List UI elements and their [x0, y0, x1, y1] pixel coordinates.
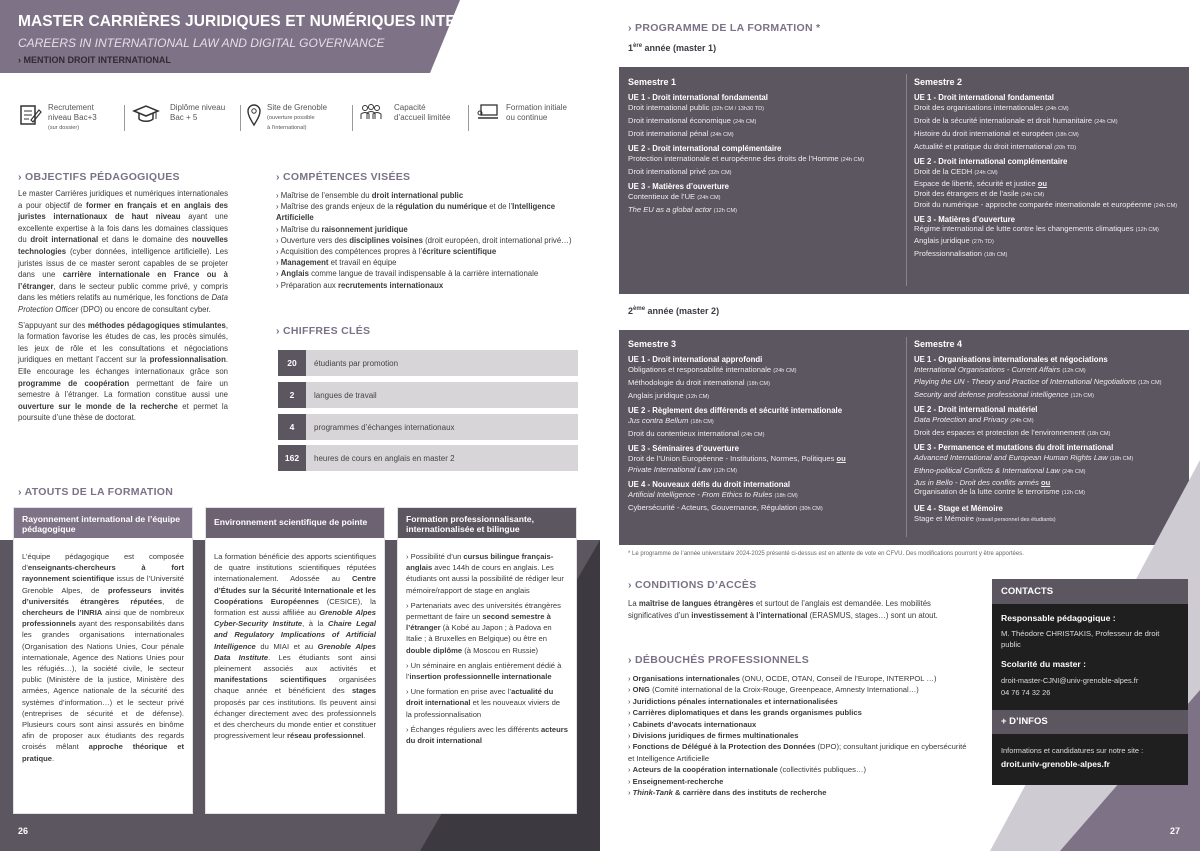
info-site — [247, 103, 327, 133]
stat-label: étudiants par promotion — [314, 358, 399, 368]
atout-text: L’équipe pédagogique est composée d’enseignants-chercheurs à fort rayonnement scientifique issus de l’Université Grenoble Alpes, de professeurs invités d’universités étrangères réputées, de chercheurs de l’INRIA ainsi que de nombreux professionnels ayant des responsabilités dans les grandes organisations internationales (Organisation des Nations Unies, Cour pénale internationale, Agence des Nations Unies pour les réfugiés…), la société civile, le secteur public (Ministère de la justice, Ministère des armées, Agence nationale de la sécurité des systèmes d’information…) et le secteur privé (entreprises de sécurité et de défense). Plusieurs cours sont ainsi assurés en binôme afin de proposer aux étudiants des regards croisés mêlant approche théorique et pratique. — [22, 552, 185, 763]
site-link[interactable]: droit.univ-grenoble-alpes.fr — [1001, 759, 1110, 769]
atout-card — [205, 507, 385, 814]
chiffres-heading: › CHIFFRES CLÉS — [276, 325, 370, 337]
programme-note: * Le programme de l’année universitaire 2024-2025 présenté ci-dessus est en attente de vote en CFVU. Des modifications pourront y être apportées. — [628, 551, 1024, 557]
annee1-text: année (master 1) — [642, 43, 717, 53]
divider — [468, 105, 469, 131]
objectifs-heading: › OBJECTIFS PÉDAGOGIQUES — [18, 171, 180, 183]
divider — [906, 337, 907, 537]
atout-text: › Possibilité d’un cursus bilingue français-anglais avec 144h de cours en anglais. Les étudiants ont aussi la possibilité de rédiger leur mémoire/rapport de stage en anglais › Partenariats avec des universités étrangères permettant de faire un second semestre à l’étranger (à Kobé au Japon ; à Padova en Italie ; à Bruxelles en Belgique) ou être en double diplôme (à Moscou en Russie) › Un séminaire en anglais entièrement dédié à l’insertion professionnelle internationale › Une formation en prise avec l’actualité du droit international et les nouveaux viviers de la professionnalisation › Échanges réguliers avec les différents acteurs du droit international — [406, 552, 568, 746]
scol-label: Scolarité du master : — [1001, 659, 1087, 669]
annee2-num: 2 — [628, 306, 634, 316]
info-line: ou continue — [506, 113, 548, 122]
mention-label: › MENTION DROIT INTERNATIONAL — [18, 55, 171, 65]
stat-row — [278, 414, 578, 440]
divider — [352, 105, 353, 131]
info-line: d’accueil limitée — [394, 113, 451, 122]
annee2-label — [628, 306, 719, 316]
phone-number: 04 76 74 32 26 — [1001, 688, 1051, 697]
infos-heading: + D’INFOS — [992, 710, 1188, 734]
info-line: (sur dossier) — [48, 125, 80, 131]
semestre4: Semestre 4 UE 1 - Organisations internationales et négociations International Organisations - Current Affairs (12h CM) Playing the UN - Theory and Practice of International Negotiations (12h CM) Security and defense professional intelligence (12h CM) UE 2 - Droit international matériel Data Protection and Privacy (24h CM) Droit des espaces et protection de l’environnement (18h CM) UE 3 - Permanence et mutations du droit international Advanced International and European Human Rights Law (18h CM) Ethno-political Conflicts & International Law (24h CM) Jus in Bello - Droit des conflits armés ou Organisation de la lutte contre le terrorisme (12h CM) UE 4 - Stage et Mémoire Stage et Mémoire (travail personnel des étudiants) — [914, 339, 1182, 526]
atouts-heading: › ATOUTS DE LA FORMATION — [18, 486, 173, 498]
info-capacite — [360, 103, 450, 123]
semestre2: Semestre 2 UE 1 - Droit international fondamental Droit des organisations internationales (24h CM) Droit de la sécurité internationale et droit humanitaire (24h CM) Histoire du droit international et européen (18h CM) Actualité et pratique du droit international (20h TD) UE 2 - Droit international complémentaire Droit de la CEDH (24h CM) Espace de liberté, sécurité et justice ou Droit des étrangers et de l’asile (24h CM) Droit du numérique - approche comparée internationale et européenne (24h CM) UE 3 - Matières d’ouverture Régime international de lutte contre les changements climatiques (12h CM) Anglais juridique (27h TD) Professionnalisation (18h CM) — [914, 77, 1182, 261]
semestre-title: Semestre 4 — [914, 339, 963, 349]
page-title: MASTER CARRIÈRES JURIDIQUES ET NUMÉRIQUES INTERNATIONALES — [18, 13, 568, 30]
location-pin-icon — [247, 103, 261, 127]
contacts-heading: CONTACTS — [992, 579, 1188, 604]
contacts-box — [992, 579, 1188, 785]
page-number-right: 27 — [1170, 826, 1181, 836]
conditions-heading: › CONDITIONS D’ACCÈS — [628, 579, 757, 591]
stat-number: 162 — [278, 445, 306, 471]
info-formation — [476, 103, 567, 123]
semestre-title: Semestre 1 — [628, 77, 677, 87]
info-line: à l’international) — [267, 125, 307, 131]
atout-title: Environnement scientifique de pointe — [206, 508, 384, 538]
semestre-title: Semestre 3 — [628, 339, 677, 349]
annee2-text: année (master 2) — [645, 306, 720, 316]
info-line: Recrutement — [48, 103, 94, 112]
infos-text: Informations et candidatures sur notre site : — [1001, 746, 1144, 755]
divider — [124, 105, 125, 131]
annee1-label — [628, 43, 716, 53]
stat-number: 4 — [278, 414, 306, 440]
programme-heading: › PROGRAMME DE LA FORMATION * — [628, 22, 820, 34]
info-line: (ouverture possible — [267, 115, 315, 121]
competences-heading: › COMPÉTENCES VISÉES — [276, 171, 410, 183]
stat-row — [278, 350, 578, 376]
page-subtitle: CAREERS IN INTERNATIONAL LAW AND DIGITAL GOVERNANCE — [18, 36, 385, 50]
atout-card — [397, 507, 577, 814]
annee1-sup: ère — [633, 43, 643, 49]
annee2-sup: ème — [633, 306, 646, 312]
info-line: Diplôme niveau — [170, 103, 226, 112]
email-link[interactable]: droit-master-CJNI@univ-grenoble-alpes.fr — [1001, 676, 1139, 685]
stat-number: 2 — [278, 382, 306, 408]
page-number-left: 26 — [18, 826, 29, 836]
people-icon — [360, 103, 382, 123]
conditions-text: La maîtrise de langues étrangères et surtout de l’anglais est demandée. Les mobilités significatives d’un investissement à l’international (ERASMUS, stages…) sont un atout. — [628, 599, 938, 620]
stat-label: heures de cours en anglais en master 2 — [314, 453, 455, 463]
objectifs-text: Le master Carrières juridiques et numériques internationales a pour objectif de former en français et en anglais des juristes internationaux de haut niveau ayant une excellente expertise à la fois dans les domaines classiques du droit international et dans le domaine des nouvelles technologies (cyber données, intelligence artificielle). Les juristes issus de ce master seront capables de se projeter dans une carrière internationale en France ou à l’étranger, dans le secteur public comme privé, y compris dans les métiers relatifs au numérique, les fonctions de Data Protection Officer (DPO) ou encore de consultant cyber. S’appuyant sur des méthodes pédagogiques stimulantes, la formation favorise les études de cas, les procès simulés, les jeux de rôle et les consultations et négociations juridiques en mettant l’accent sur la professionnalisation. Elle encourage les échanges internationaux grâce son programme de coopération permettant de faire un semestre à l’étranger. La formation constitue aussi une ouverture sur le monde de la recherche et permet la poursuite d’une thèse de doctorat. — [18, 189, 229, 423]
stat-row — [278, 445, 578, 471]
debouches-heading: › DÉBOUCHÉS PROFESSIONNELS — [628, 654, 809, 666]
semestre1: Semestre 1 UE 1 - Droit international fondamental Droit international public (32h CM / 13h30 TD) Droit international économique (24h CM) Droit international pénal (24h CM) UE 2 - Droit international complémentaire Protection internationale et européenne des droits de l’Homme (24h CM) Droit international privé (32h CM) UE 3 - Matières d’ouverture Contentieux de l’UE (24h CM) The EU as a global actor (12h CM) — [628, 77, 903, 217]
info-recrutement — [18, 103, 97, 133]
annee1-num: 1 — [628, 43, 634, 53]
info-line: Formation initiale — [506, 103, 567, 112]
info-line: niveau Bac+3 — [48, 113, 97, 122]
debouches-list: › Organisations internationales (ONU, OCDE, OTAN, Conseil de l’Europe, INTERPOL …) › ONG (Comité international de la Croix-Rouge, Greenpeace, Amnesty International…) › Juridictions pénales internationales et internationalisées › Carrières diplomatiques et dans les grands organismes publics › Cabinets d’avocats internationaux › Divisions juridiques de firmes multinationales › Fonctions de Délégué à la Protection des Données (DPO); consultant juridique en cybersécurité et Intelligence Artificielle › Acteurs de la coopération internationale (collectivités publiques…) › Enseignement-recherche › Think-Tank & carrière dans des instituts de recherche — [628, 673, 973, 798]
stat-label: langues de travail — [314, 390, 377, 400]
atout-title: Rayonnement international de l’équipe pédagogique — [14, 508, 192, 538]
info-line: Bac + 5 — [170, 113, 198, 122]
resp-name: M. Théodore CHRISTAKIS, Professeur de droit public — [1001, 629, 1160, 649]
info-line: Capacité — [394, 103, 426, 112]
stat-row — [278, 382, 578, 408]
stat-label: programmes d’échanges internationaux — [314, 422, 455, 432]
laptop-icon — [476, 103, 500, 121]
atout-card — [13, 507, 193, 814]
atout-text: La formation bénéficie des apports scientifiques de quatre institutions scientifiques réputées internationalement. Adossée au Centre d’Études sur la Sécurité Internationale et les Coopérations Européennes (CESICE), la formation est aussi affiliée au Grenoble Alpes Cyber-Security Institute, à la Chaire Legal and Regulatory Implications of Artificial Intelligence du MIAI et au Grenoble Alpes Data Institute. Les étudiants sont ainsi pleinement associés aux activités et manifestations scientifiques organisées chaque année et bénéficient des stages proposés par ces institutions. Ils peuvent ainsi échanger directement avec des professionnels et des chercheurs du monde entier et constituer progressivement leur réseau professionnel. — [214, 552, 377, 741]
info-diplome — [132, 103, 225, 125]
semestre-title: Semestre 2 — [914, 77, 963, 87]
stat-number: 20 — [278, 350, 306, 376]
graduation-cap-icon — [132, 103, 160, 125]
divider — [240, 105, 241, 131]
divider — [906, 74, 907, 286]
atout-title: Formation professionnalisante, internationalisée et bilingue — [398, 508, 576, 538]
info-line: Site de Grenoble — [267, 103, 328, 112]
resp-label: Responsable pédagogique : — [1001, 613, 1116, 623]
form-icon — [18, 103, 42, 127]
semestre3: Semestre 3 UE 1 - Droit international approfondi Obligations et responsabilité internationale (24h CM) Méthodologie du droit international (18h CM) Anglais juridique (12h CM) UE 2 - Règlement des différends et sécurité internationale Jus contra Bellum (18h CM) Droit du contentieux international (24h CM) UE 3 - Séminaires d’ouverture Droit de l’Union Européenne - Institutions, Normes, Politiques ou Private International Law (12h CM) UE 4 - Nouveaux défis du droit international Artificial Intelligence - From Ethics to Rules (18h CM) Cybersécurité - Acteurs, Gouvernance, Régulation (30h CM) — [628, 339, 903, 515]
competences-list: › Maîtrise de l’ensemble du droit international public › Maîtrise des grands enjeux de la régulation du numérique et de l’Intelligence Artificielle › Maîtrise du raisonnement juridique › Ouverture vers des disciplines voisines (droit européen, droit international privé…) › Acquisition des compétences propres à l’écriture scientifique › Management et travail en équipe › Anglais comme langue de travail indispensable à la carrière internationale › Préparation aux recrutements internationaux — [276, 190, 576, 291]
